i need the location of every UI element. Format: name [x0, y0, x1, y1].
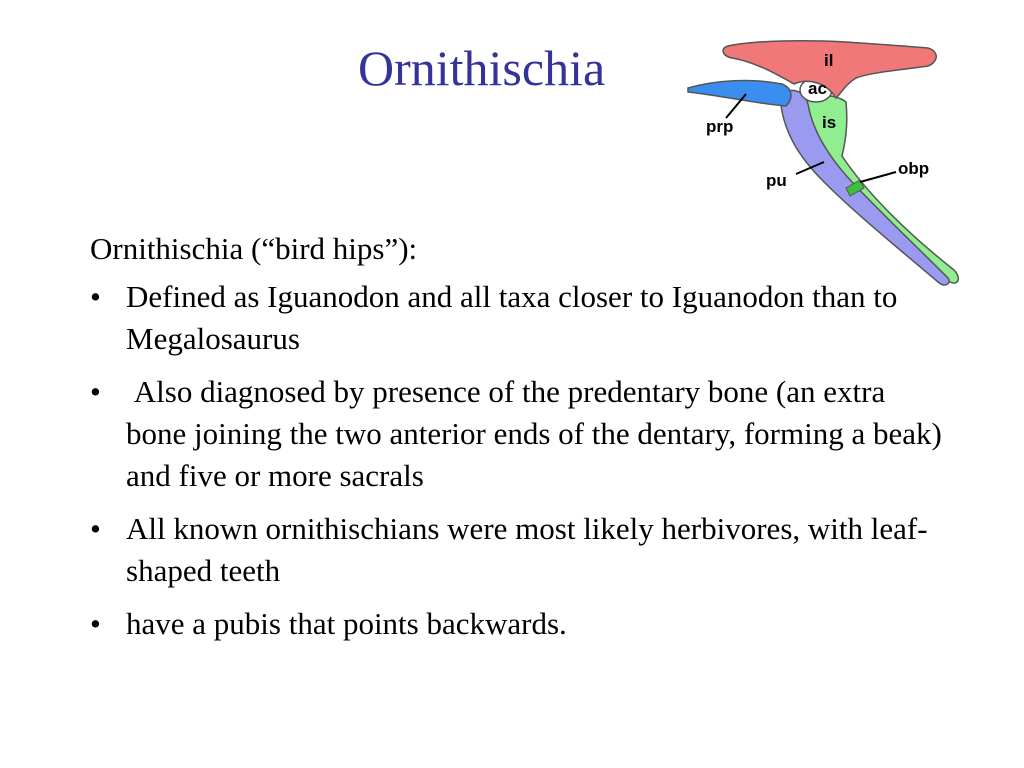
bullet-item [90, 508, 950, 592]
bullet-item [90, 603, 950, 645]
label-ac: ac [808, 79, 827, 98]
slide-title: Ornithischia [358, 40, 606, 96]
bullet-text: Defined as Iguanodon and all taxa closer to Iguanodon than to Megalosaurus [126, 279, 898, 356]
bullet-text: have a pubis that points backwards. [126, 606, 567, 641]
bullet-text: All known ornithischians were most likely herbivores, with leaf-shaped teeth [126, 511, 928, 588]
bullet-item [90, 276, 950, 360]
bullet-item [90, 371, 950, 497]
label-is: is [822, 113, 837, 132]
bullet-list [90, 276, 950, 645]
label-prp: prp [706, 117, 734, 136]
label-il: il [824, 51, 834, 70]
bullet-text: Also diagnosed by presence of the predentary bone (an extra bone joining the two anterior ends of the dentary, forming a beak) and five or more sacrals [126, 374, 950, 493]
bullet-glyph: • [90, 279, 101, 314]
bullet-glyph: • [90, 511, 101, 546]
bullet-glyph: • [90, 606, 101, 641]
label-pu: pu [766, 171, 787, 190]
slide-body [90, 228, 950, 656]
label-obp: obp [898, 159, 930, 178]
obp-leader [860, 172, 896, 182]
intro-line: Ornithischia (“bird hips”): [90, 231, 418, 266]
bullet-glyph: • [90, 374, 101, 409]
